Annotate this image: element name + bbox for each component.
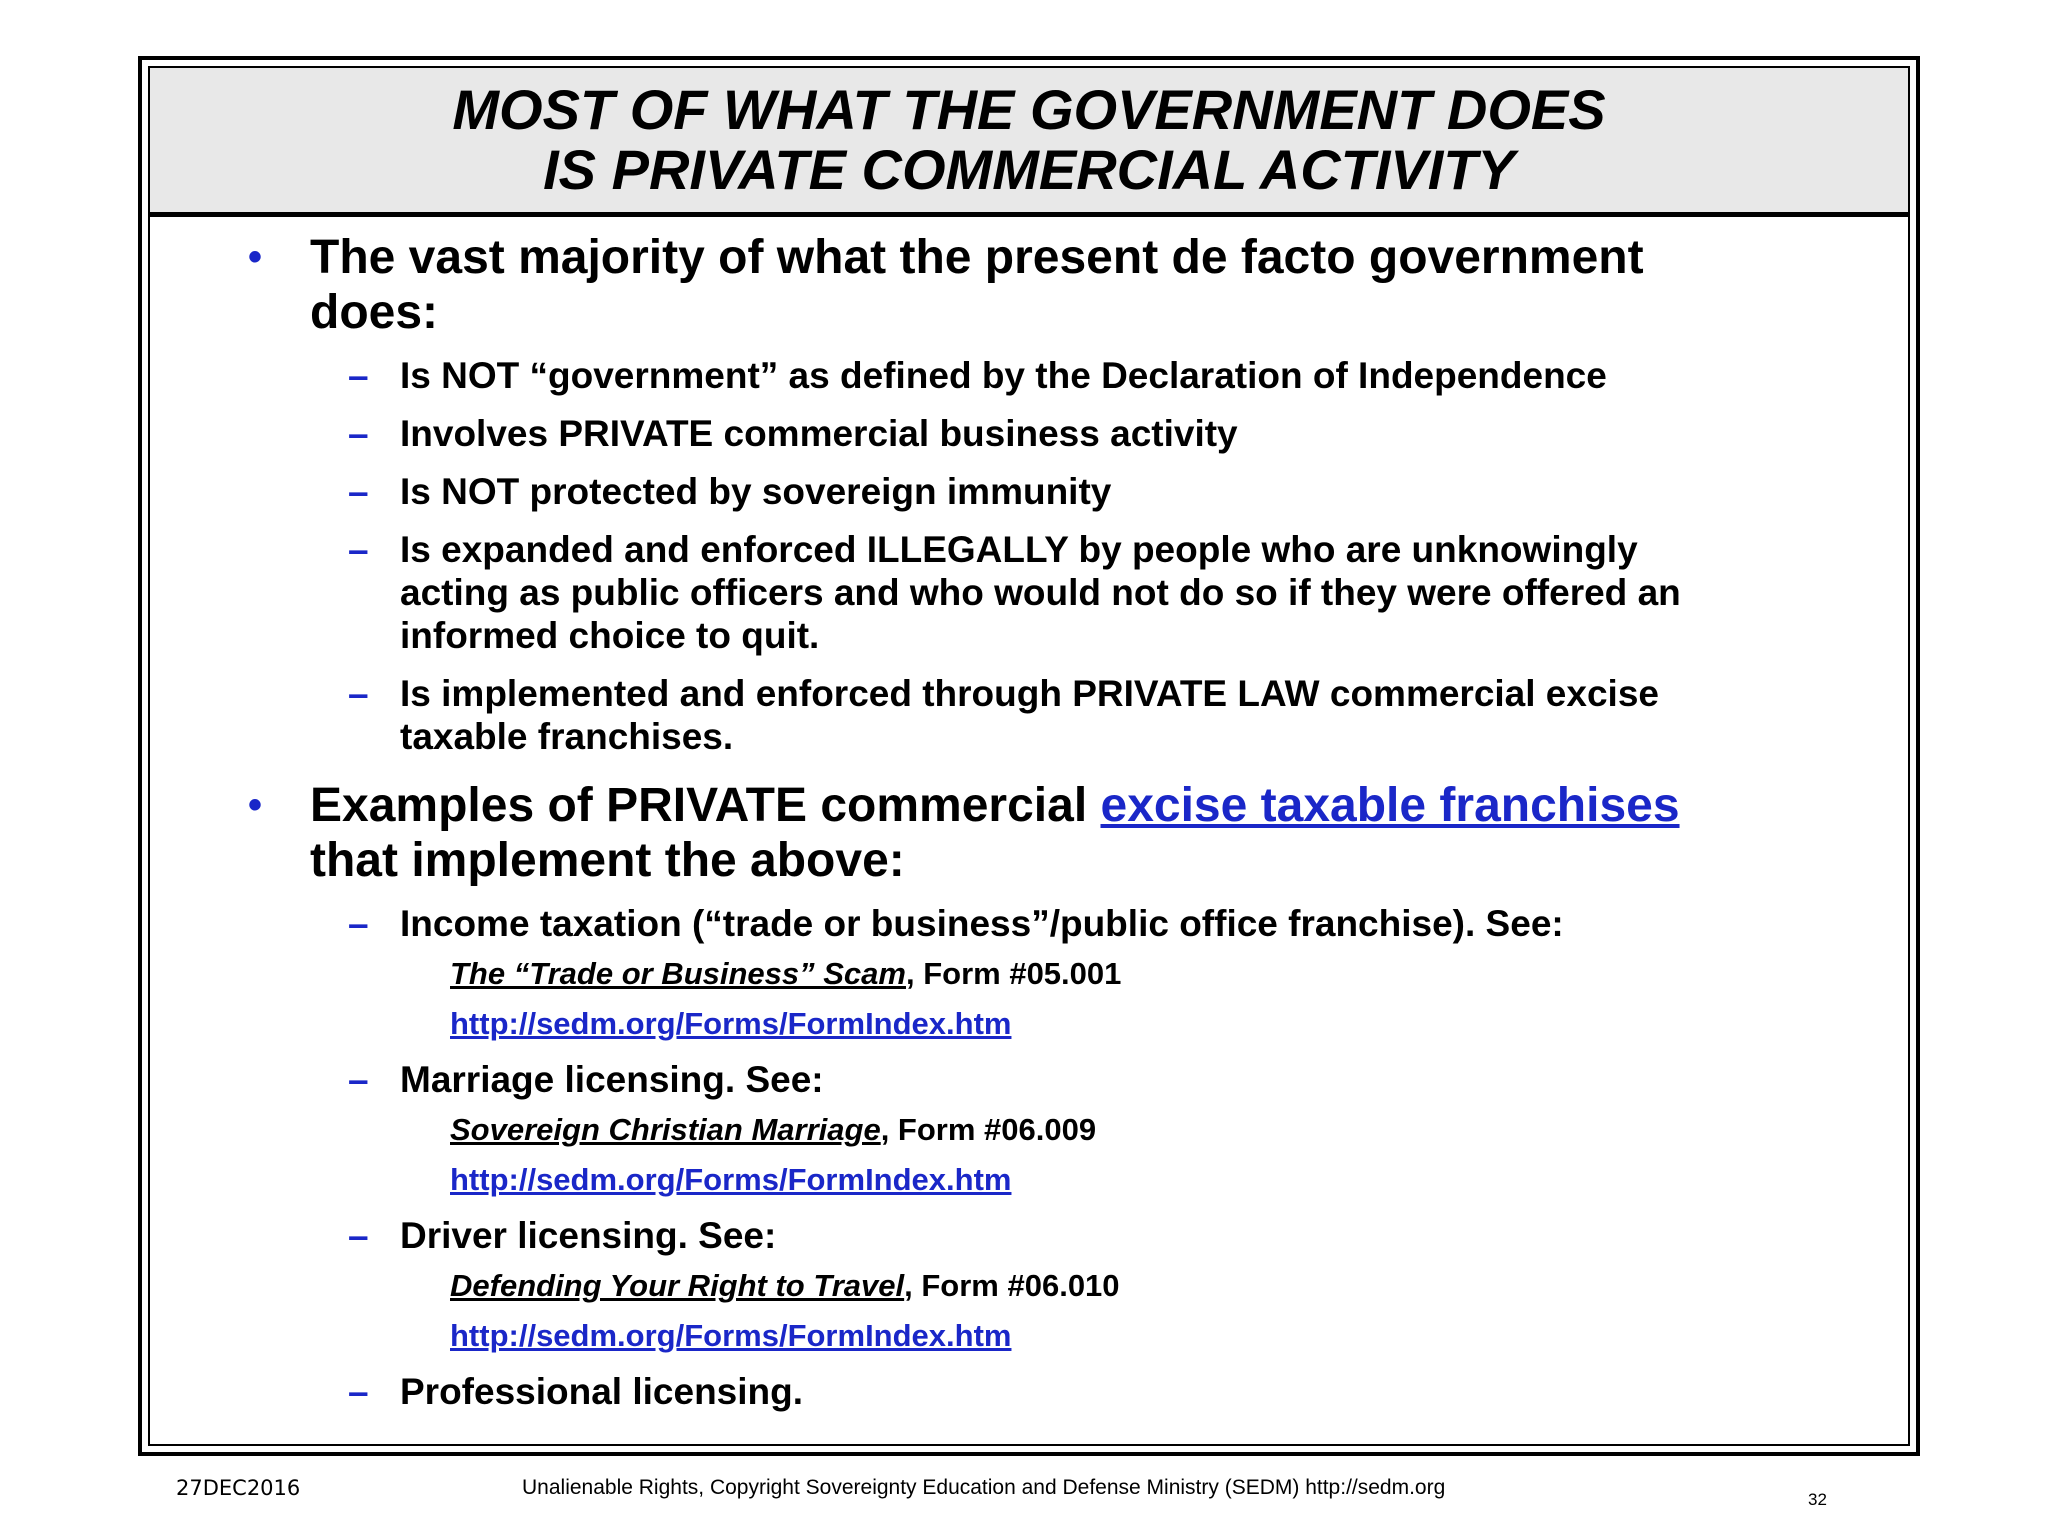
- dash-marker: –: [348, 471, 369, 512]
- example-2-doc-title: Sovereign Christian Marriage: [450, 1112, 881, 1147]
- example-3-doc-line: [450, 1266, 1120, 1306]
- example-1-url-link[interactable]: http://sedm.org/Forms/FormIndex.htm: [450, 1006, 1012, 1041]
- sub-item-3-line-1: Is NOT protected by sovereign immunity: [400, 471, 1112, 512]
- excise-franchises-link[interactable]: excise taxable franchises: [1100, 779, 1680, 832]
- example-3-url-link[interactable]: http://sedm.org/Forms/FormIndex.htm: [450, 1318, 1012, 1353]
- example-item-3: [348, 1214, 777, 1257]
- sub-item-1-line-1: Is NOT “government” as defined by the Declaration of Independence: [400, 355, 1607, 396]
- bullet-1-line-1: The vast majority of what the present de facto government: [310, 231, 1644, 284]
- example-1-reference: [450, 954, 1121, 1044]
- example-item-3-text: Driver licensing. See:: [400, 1215, 777, 1256]
- dash-marker: –: [348, 355, 369, 396]
- example-item-2-text: Marriage licensing. See:: [400, 1059, 824, 1100]
- example-item-1: [348, 902, 1564, 945]
- dash-marker: –: [348, 1371, 369, 1412]
- example-3-form: , Form #06.010: [904, 1268, 1120, 1303]
- bullet-2: [248, 778, 1680, 888]
- bullet-marker: •: [248, 783, 263, 827]
- dash-marker: –: [348, 529, 369, 570]
- example-3-reference: [450, 1266, 1120, 1356]
- sub-item-5: [348, 672, 1659, 758]
- sub-item-5-line-2: taxable franchises.: [400, 716, 734, 757]
- bullet-marker: •: [248, 235, 263, 279]
- example-item-2: [348, 1058, 824, 1101]
- example-2-reference: [450, 1110, 1096, 1200]
- example-1-doc-title: The “Trade or Business” Scam: [450, 956, 906, 991]
- bullet-1-line-2: does:: [310, 286, 439, 339]
- dash-marker: –: [348, 1215, 369, 1256]
- sub-item-4-line-2: acting as public officers and who would not do so if they were offered an: [400, 572, 1681, 613]
- bullet-2-line-2: that implement the above:: [310, 834, 905, 887]
- example-item-1-text: Income taxation (“trade or business”/public office franchise). See:: [400, 903, 1564, 944]
- example-3-doc-title: Defending Your Right to Travel: [450, 1268, 905, 1303]
- sub-item-3: [348, 470, 1112, 513]
- slide-frame: [138, 56, 1920, 1456]
- footer-copyright: Unalienable Rights, Copyright Sovereignty Education and Defense Ministry (SEDM) http://sedm.org: [522, 1476, 1446, 1499]
- footer-page-number: 32: [1808, 1490, 1827, 1509]
- dash-marker: –: [348, 903, 369, 944]
- example-1-form: , Form #05.001: [905, 956, 1122, 991]
- bullet-2-prefix: Examples of PRIVATE commercial: [310, 779, 1101, 832]
- sub-item-4: [348, 528, 1681, 657]
- bullet-2-line-1: [310, 778, 1680, 833]
- example-2-url-link[interactable]: http://sedm.org/Forms/FormIndex.htm: [450, 1162, 1012, 1197]
- dash-marker: –: [348, 1059, 369, 1100]
- sub-item-2: [348, 412, 1238, 455]
- sub-item-5-line-1: Is implemented and enforced through PRIVATE LAW commercial excise: [400, 673, 1659, 714]
- slide-title-line-1: MOST OF WHAT THE GOVERNMENT DOES: [452, 78, 1606, 141]
- footer-date: 27DEC2016: [176, 1476, 301, 1500]
- dash-marker: –: [348, 673, 369, 714]
- dash-marker: –: [348, 413, 369, 454]
- sub-item-4-line-1: Is expanded and enforced ILLEGALLY by people who are unknowingly: [400, 529, 1638, 570]
- sub-item-2-line-1: Involves PRIVATE commercial business activity: [400, 413, 1238, 454]
- example-2-doc-line: [450, 1110, 1096, 1150]
- sub-item-4-line-3: informed choice to quit.: [400, 615, 820, 656]
- example-2-form: , Form #06.009: [880, 1112, 1097, 1147]
- title-band: [150, 68, 1908, 217]
- sub-item-1: [348, 354, 1607, 397]
- slide-title-line-2: IS PRIVATE COMMERCIAL ACTIVITY: [543, 138, 1515, 201]
- slide-body: [148, 66, 1910, 1446]
- example-item-4-text: Professional licensing.: [400, 1371, 804, 1412]
- bullet-1: [248, 230, 1644, 340]
- example-1-doc-line: [450, 954, 1121, 994]
- example-item-4: [348, 1370, 804, 1413]
